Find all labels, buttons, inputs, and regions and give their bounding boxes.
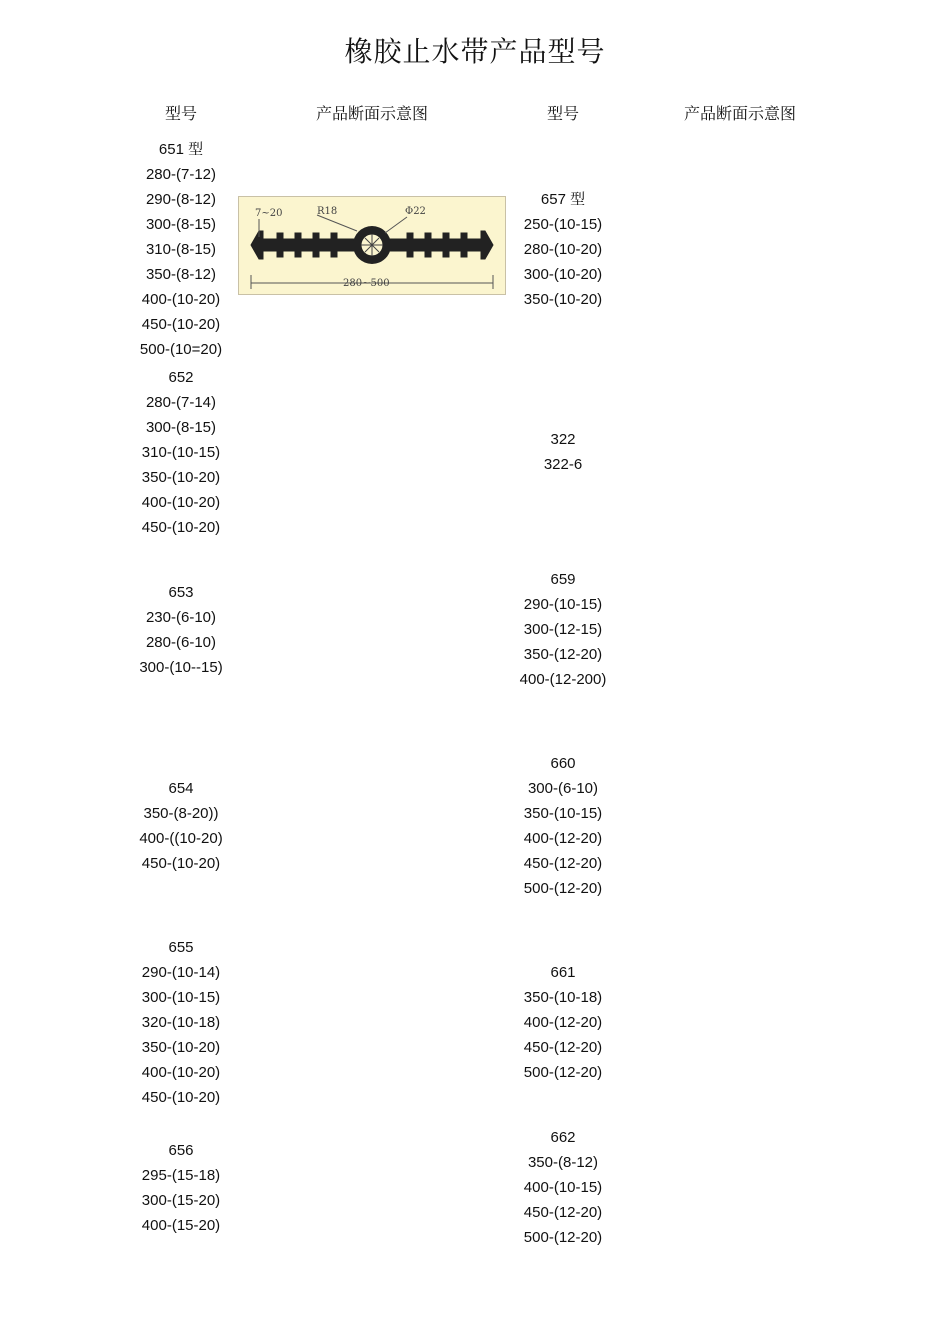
model-size: 350-(8-12) — [527, 1154, 599, 1171]
label-diameter: Φ22 — [405, 206, 426, 217]
model-size: 450-(10-20) — [141, 1089, 221, 1106]
model-size: 250-(10-15) — [523, 216, 603, 233]
model-size: 450-(12-20) — [523, 855, 603, 872]
model-name: 657 型 — [540, 191, 586, 208]
label-width: 280~500 — [343, 278, 390, 289]
model-size: 400-(10-20) — [141, 1064, 221, 1081]
page-title: 橡胶止水带产品型号 — [344, 35, 606, 68]
model-size: 400-((10-20) — [139, 830, 223, 847]
model-size: 300-(8-15) — [145, 216, 217, 233]
waterstop-section-diagram — [238, 196, 506, 295]
model-size: 290-(8-12) — [145, 191, 217, 208]
model-size: 500-(12-20) — [523, 1229, 603, 1246]
label-thickness: 7~20 — [255, 208, 283, 219]
model-size: 450-(10-20) — [141, 519, 221, 536]
model-size: 290-(10-15) — [523, 596, 603, 613]
model-size: 300-(8-15) — [145, 419, 217, 436]
model-name: 654 — [168, 780, 194, 797]
model-size: 300-(6-10) — [527, 780, 599, 797]
model-size: 350-(8-20)) — [143, 805, 219, 822]
model-size: 322-6 — [543, 456, 583, 473]
header-right-model: 型号 — [546, 106, 580, 123]
model-656 — [101, 1138, 261, 1238]
model-657 — [483, 187, 643, 312]
model-size: 310-(10-15) — [141, 444, 221, 461]
model-size: 450-(10-20) — [141, 855, 221, 872]
model-652 — [101, 365, 261, 540]
model-size: 300-(10-20) — [523, 266, 603, 283]
model-322 — [483, 427, 643, 477]
model-size: 350-(10-15) — [523, 805, 603, 822]
model-size: 350-(10-20) — [141, 469, 221, 486]
model-name: 656 — [168, 1142, 194, 1159]
model-size: 280-(7-12) — [145, 166, 217, 183]
model-name: 662 — [550, 1129, 576, 1146]
model-name: 652 — [168, 369, 194, 386]
model-size: 295-(15-18) — [141, 1167, 221, 1184]
model-size: 300-(10-15) — [141, 989, 221, 1006]
model-size: 290-(10-14) — [141, 964, 221, 981]
model-size: 280-(7-14) — [145, 394, 217, 411]
model-662 — [483, 1125, 643, 1250]
model-name: 661 — [550, 964, 576, 981]
model-size: 300-(15-20) — [141, 1192, 221, 1209]
model-size: 310-(8-15) — [145, 241, 217, 258]
model-659 — [483, 567, 643, 692]
model-size: 450-(12-20) — [523, 1039, 603, 1056]
header-left-section: 产品断面示意图 — [315, 106, 429, 123]
model-size: 300-(10--15) — [139, 659, 223, 676]
model-size: 400-(10-20) — [141, 291, 221, 308]
model-653 — [101, 580, 261, 680]
model-661 — [483, 960, 643, 1085]
model-size: 450-(10-20) — [141, 316, 221, 333]
model-size: 400-(15-20) — [141, 1217, 221, 1234]
model-name: 322 — [550, 431, 576, 448]
model-size: 400-(10-20) — [141, 494, 221, 511]
model-size: 350-(12-20) — [523, 646, 603, 663]
model-size: 400-(12-20) — [523, 1014, 603, 1031]
model-size: 400-(10-15) — [523, 1179, 603, 1196]
model-size: 300-(12-15) — [523, 621, 603, 638]
header-left-model: 型号 — [164, 106, 198, 123]
model-size: 400-(12-20) — [523, 830, 603, 847]
model-size: 350-(10-20) — [141, 1039, 221, 1056]
model-size: 400-(12-200) — [519, 671, 607, 688]
model-660 — [483, 751, 643, 901]
model-name: 660 — [550, 755, 576, 772]
model-size: 350-(8-12) — [145, 266, 217, 283]
label-radius: R18 — [317, 206, 338, 217]
header-right-section: 产品断面示意图 — [683, 106, 797, 123]
model-size: 500-(12-20) — [523, 1064, 603, 1081]
model-size: 320-(10-18) — [141, 1014, 221, 1031]
model-name: 653 — [168, 584, 194, 601]
model-size: 500-(10=20) — [139, 341, 223, 358]
model-name: 651 型 — [158, 141, 204, 158]
model-651 — [101, 137, 261, 362]
model-size: 280-(6-10) — [145, 634, 217, 651]
model-655 — [101, 935, 261, 1110]
model-654 — [101, 776, 261, 876]
model-name: 655 — [168, 939, 194, 956]
model-size: 230-(6-10) — [145, 609, 217, 626]
model-name: 659 — [550, 571, 576, 588]
model-size: 500-(12-20) — [523, 880, 603, 897]
model-size: 450-(12-20) — [523, 1204, 603, 1221]
model-size: 350-(10-20) — [523, 291, 603, 308]
model-size: 350-(10-18) — [523, 989, 603, 1006]
model-size: 280-(10-20) — [523, 241, 603, 258]
